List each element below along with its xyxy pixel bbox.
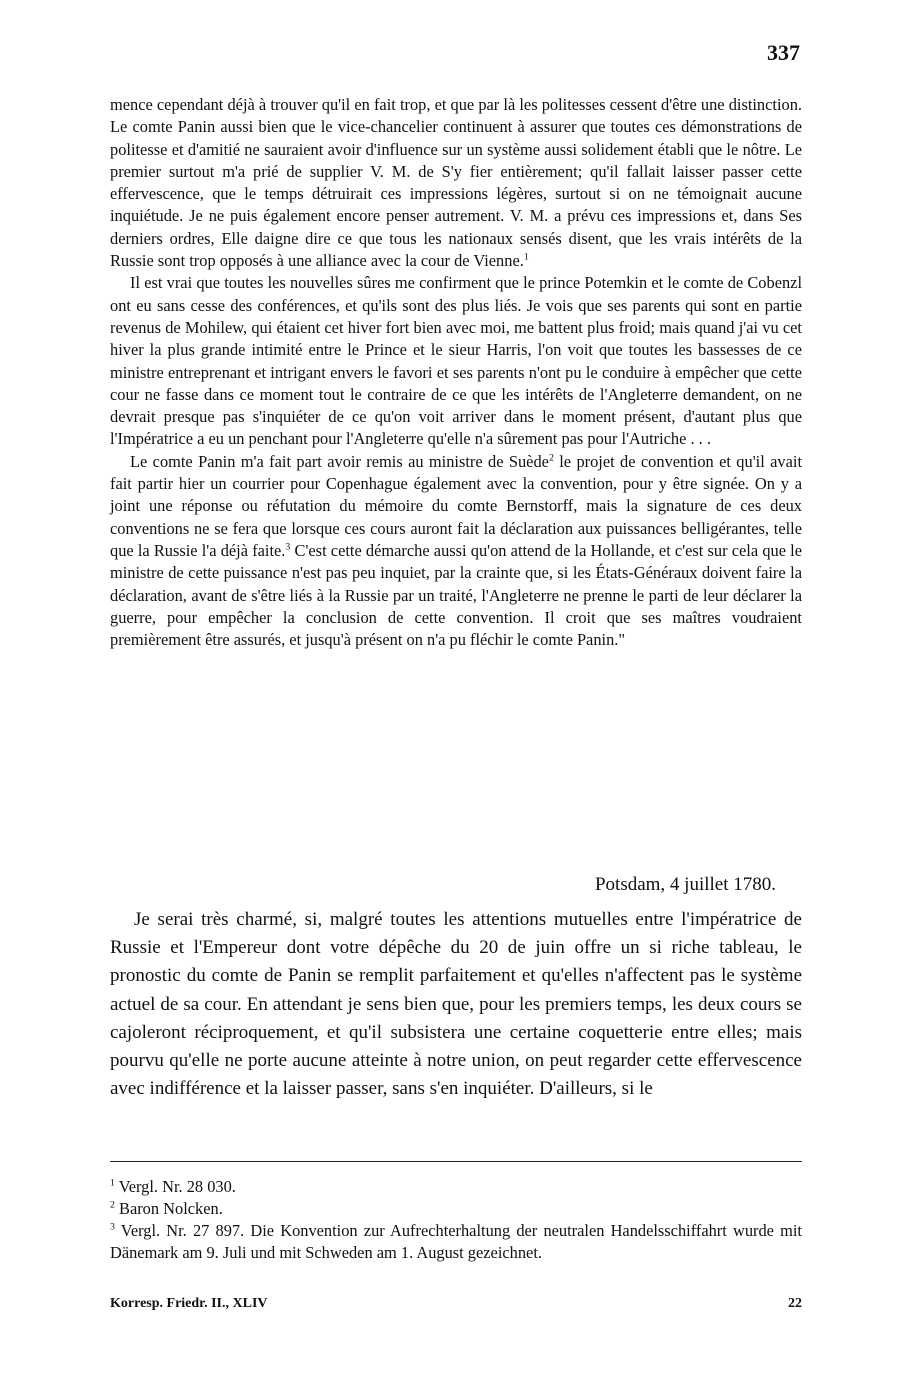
quoted-paragraph-3 [110,451,802,652]
footnote-mark: 3 [110,1221,115,1233]
footnote-divider [110,1161,802,1162]
footnote-text: Baron Nolcken. [114,1199,223,1218]
footnote-reference[interactable]: 3 [285,541,291,553]
letter-body: Je serai très charmé, si, malgré toutes les attentions mutuelles entre l'impératrice de Russie et l'Empereur dont votre dépêche du 20 de juin offre un si riche tableau, le pronostic du comte de Panin se remplit parfaitement et qu'elles n'affectent pas le système actuel de sa cour. En attendant je sens bien que, pour les premiers temps, les deux cours se cajoleront réciproquement, et qu'il subsistera une certaine coquetterie entre elles; mais pourvu qu'elle ne porte aucune atteinte à notre union, on peut regarder cette effervescence avec indifférence et la laisser passer, sans s'en inquiéter. D'ailleurs, si le [110,909,802,1100]
footnote-2 [110,1198,802,1220]
paragraph-text: Le comte Panin m'a fait part avoir remis au ministre de Suède [130,451,549,471]
footnote-text: Vergl. Nr. 27 897. Die Konvention zur Aufrechterhaltung der neutralen Handelsschiffahrt wurde mit Dänemark am 9. Juli und mit Schweden am 1. August gezeichnet. [110,1221,802,1262]
signature-line [110,1296,802,1312]
sheet-number: 22 [788,1296,802,1311]
page-number: 337 [767,40,800,65]
quoted-paragraph-1 [110,94,802,272]
footnote-text: Vergl. Nr. 28 030. [114,1177,236,1196]
footnote-reference[interactable]: 2 [548,452,554,464]
quoted-paragraph-2 [110,272,802,450]
footnote-reference[interactable]: 1 [523,251,529,263]
volume-signature: Korresp. Friedr. II., XLIV [110,1296,268,1311]
paragraph-text: Il est vrai que toutes les nouvelles sûres me confirment que le prince Potemkin et le comte de Cobenzl ont eu sans cesse des conférences, et qu'ils sont des plus liés. Je vois que ses parents qui sont en partie revenus de Mohilew, qui étaient cet hiver fort bien avec moi, me battent plus froid; mais quand j'ai vu cet hiver la plus grande intimité entre le Prince et le sieur Harris, l'on voit que toutes les bassesses de ce ministre entreprenant et intrigant envers le favori et ses parents n'ont pu le conduire à empêcher que cette cour ne fasse dans ce moment tout le contraire de ce que les intérêts de l'Angleterre demandent, on ne devrait presque pas s'inquiéter de ce qu'on voit arriver dans le moment présent, d'autant plus que l'Impératrice a eu un penchant pour l'Angleterre qu'elle n'a sûrement pas pour l'Autriche . . . [110,273,802,449]
paragraph-text: C'est cette démarche aussi qu'on attend de la Hollande, et c'est sur cela que le ministre de cette puissance n'est pas peu inquiet, par la crainte que, si les États-Généraux doivent faire la déclaration, avant de s'être liés à la Russie par un traité, l'Angleterre ne prenne le parti de leur déclarer la guerre, pour empêcher la conclusion de cette convention. Il croit que ses maîtres voudraient premièrement être assurés, et jusqu'à présent on n'a pu fléchir le comte Panin." [110,540,802,650]
footnote-3 [110,1220,802,1264]
paragraph-text: mence cependant déjà à trouver qu'il en fait trop, et que par là les politesses cessent d'être une distinction. Le comte Panin aussi bien que le vice-chancelier continuent à assurer que toutes ces démonstrations de politesse et d'amitié ne sauraient avoir d'influence sur un système aussi solidement établi que le nôtre. Le premier surtout m'a prié de supplier V. M. de S'y fier entièrement; qu'il fallait laisser passer cette effervescence, que le temps détruirait ces impressions légères, surtout si on ne témoignait aucune inquiétude. Je ne puis également encore penser autrement. V. M. a prévu ces impressions et, dans Ses derniers ordres, Elle daigne dire ce que tous les nationaux sensés disent, que les vrais intérêts de la Russie sont trop opposés à une alliance avec la cour de Vienne. [110,95,802,271]
paragraph-text: le projet de convention et qu'il avait fait partir hier un courrier pour Copenhague également avec la convention, pour y être signée. On y a joint une réponse ou réfutation du mémoire du comte Bernstorff, mais la signature de ces deux conventions ne se fera que lorsque ces cours auront fait la déclaration aux puissances belligérantes, telle que la Russie l'a déjà faite. [110,451,802,560]
dateline: Potsdam, 4 juillet 1780. [594,874,776,895]
footnote-mark: 2 [110,1199,115,1211]
footnote-1 [110,1176,802,1198]
footnote-mark: 1 [110,1177,115,1189]
quoted-block [110,94,802,651]
footnotes [110,1176,802,1264]
